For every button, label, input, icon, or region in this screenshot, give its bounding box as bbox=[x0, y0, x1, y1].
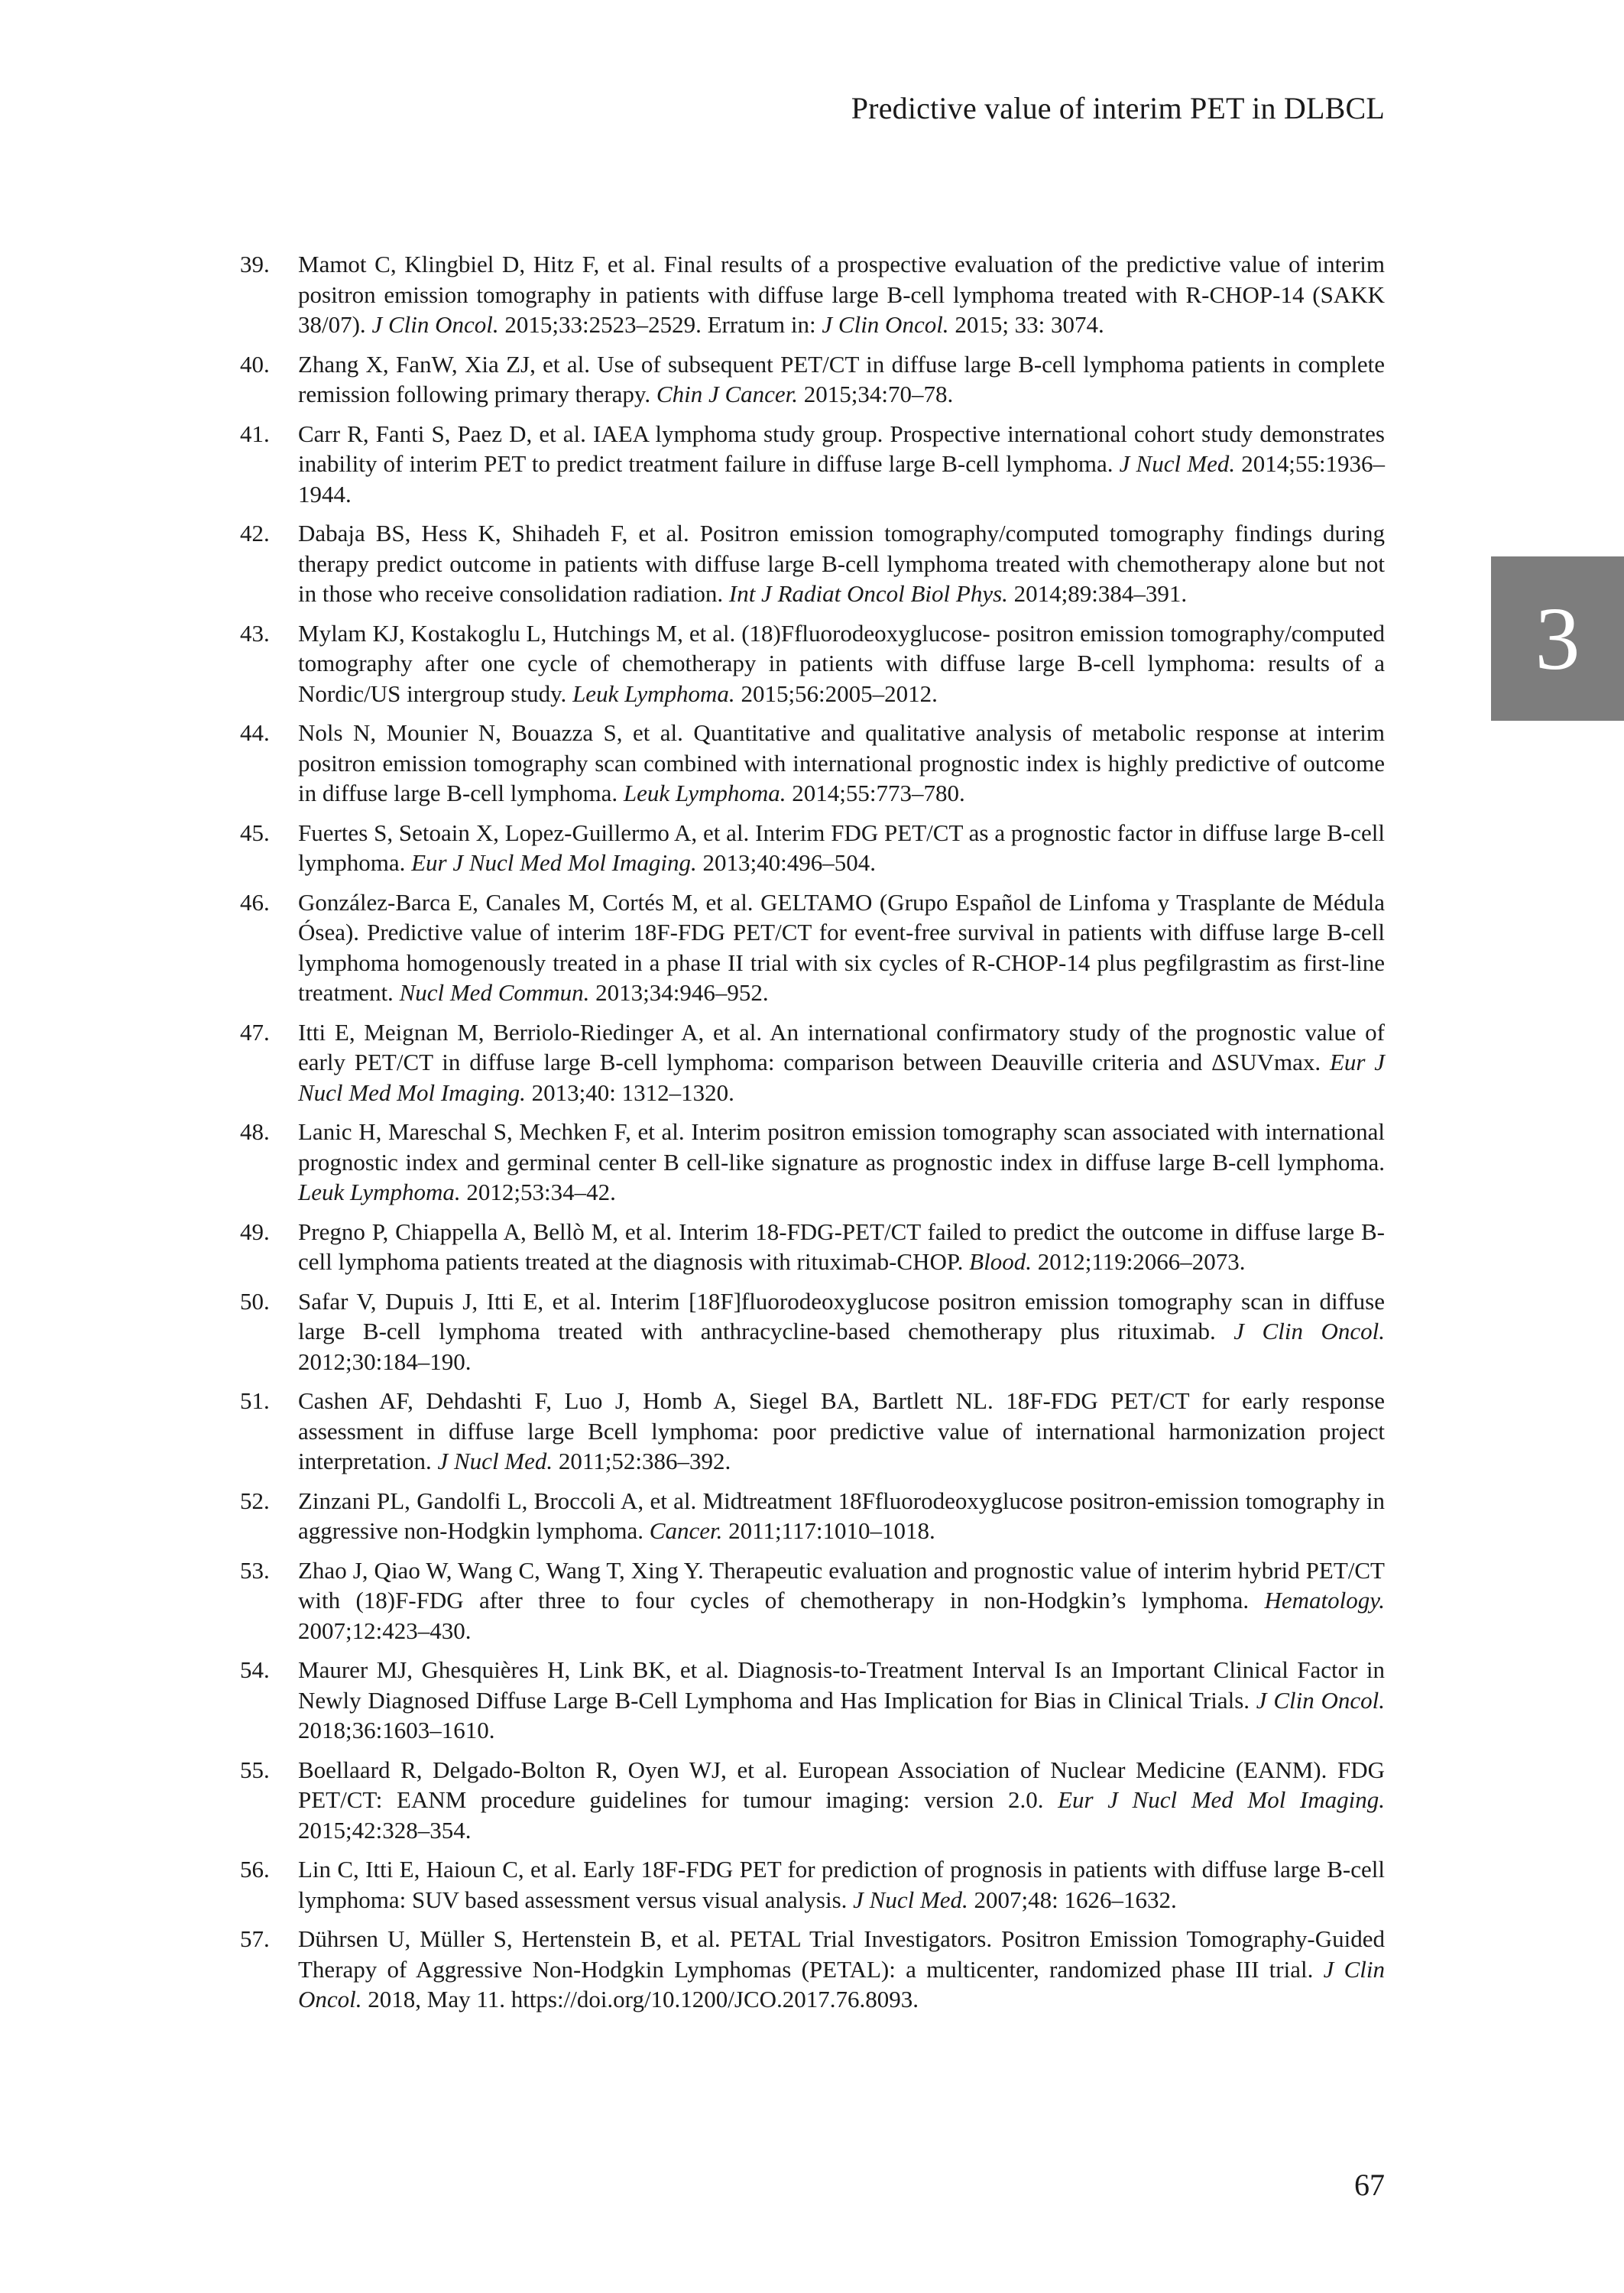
reference-item bbox=[240, 1386, 1385, 1477]
reference-segment: 2012;119:2066–2073. bbox=[1031, 1248, 1246, 1275]
reference-segment: Pregno P, Chiappella A, Bellò M, et al. Interim 18-FDG-PET/CT failed to predict the outcome in diffuse large B-cell lymphoma patients treated at the diagnosis with rituximab-CHOP. bbox=[298, 1218, 1385, 1275]
reference-segment: Mamot C, Klingbiel D, Hitz F, et al. Final results of a prospective evaluation of the predictive value of interim positron emission tomography in patients with diffuse large B-cell lymphoma treated with R-CHOP-14 (SAKK 38/07). bbox=[298, 251, 1385, 338]
journal-name: Leuk Lymphoma. bbox=[572, 679, 735, 707]
reference-segment: 2007;48: 1626–1632. bbox=[968, 1886, 1177, 1913]
reference-item bbox=[240, 887, 1385, 1008]
reference-text bbox=[298, 1925, 1385, 2012]
reference-item bbox=[240, 1755, 1385, 1846]
journal-name: J Clin Oncol. bbox=[822, 311, 949, 338]
reference-segment: Lin C, Itti E, Haioun C, et al. Early 18F-FDG PET for prediction of prognosis in patients with diffuse large B-cell lymphoma: SUV based assessment versus visual analysis. bbox=[298, 1856, 1385, 1913]
journal-name: Hematology. bbox=[1264, 1587, 1385, 1614]
reference-segment: Nols N, Mounier N, Bouazza S, et al. Quantitative and qualitative analysis of metabolic response at interim positron emission tomography scan combined with international prognostic index is highly predictive of outcome in diffuse large B-cell lymphoma. bbox=[298, 719, 1385, 806]
reference-segment: 2007;12:423–430. bbox=[298, 1617, 472, 1644]
reference-segment: 2013;40:496–504. bbox=[696, 849, 876, 876]
journal-name: Leuk Lymphoma. bbox=[298, 1179, 461, 1205]
reference-number: 53. bbox=[240, 1556, 270, 1584]
reference-text bbox=[298, 1019, 1385, 1106]
reference-segment: Zinzani PL, Gandolfi L, Broccoli A, et al. Midtreatment 18Ffluorodeoxyglucose positron-emission tomography in aggressive non-Hodgkin lymphoma. bbox=[298, 1487, 1385, 1544]
reference-text bbox=[298, 1756, 1385, 1844]
reference-number: 47. bbox=[240, 1018, 270, 1046]
reference-segment: 2014;55:773–780. bbox=[786, 780, 965, 806]
journal-name: J Clin Oncol. bbox=[371, 311, 499, 338]
chapter-number: 3 bbox=[1535, 588, 1580, 689]
reference-number: 46. bbox=[240, 888, 270, 916]
reference-number: 56. bbox=[240, 1856, 270, 1883]
reference-segment: 2014;89:384–391. bbox=[1007, 580, 1188, 607]
running-header: Predictive value of interim PET in DLBCL bbox=[851, 91, 1385, 125]
reference-segment: 2011;117:1010–1018. bbox=[722, 1517, 935, 1544]
journal-name: J Nucl Med. bbox=[853, 1886, 968, 1913]
reference-text bbox=[298, 889, 1385, 1007]
reference-number: 44. bbox=[240, 719, 270, 746]
reference-segment: Lanic H, Mareschal S, Mechken F, et al. Interim positron emission tomography scan associated with international prognostic index and germinal center B cell-like signature as prognostic index in diffuse large B-cell lymphoma. bbox=[298, 1118, 1385, 1176]
journal-name: J Nucl Med. bbox=[1119, 450, 1236, 477]
reference-segment: 2015; 33: 3074. bbox=[948, 311, 1104, 338]
reference-text bbox=[298, 1288, 1385, 1375]
reference-number: 41. bbox=[240, 420, 270, 447]
reference-number: 57. bbox=[240, 1925, 270, 1952]
journal-name: J Clin Oncol. bbox=[298, 1955, 1385, 2012]
reference-text bbox=[298, 1218, 1385, 1276]
reference-number: 42. bbox=[240, 520, 270, 546]
journal-name: Leuk Lymphoma. bbox=[623, 780, 786, 806]
reference-number: 43. bbox=[240, 619, 270, 647]
reference-segment: 2015;33:2523–2529. Erratum in: bbox=[498, 311, 822, 338]
reference-item bbox=[240, 718, 1385, 809]
reference-number: 49. bbox=[240, 1218, 270, 1245]
reference-segment: Safar V, Dupuis J, Itti E, et al. Interim [18F]fluorodeoxyglucose positron emission tomography scan in diffuse large B-cell lymphoma treated with anthracycline-based chemotherapy plus rituximab. bbox=[298, 1287, 1385, 1344]
reference-segment: 2014;55:1936–1944. bbox=[298, 450, 1385, 508]
reference-list bbox=[240, 249, 1385, 2024]
reference-text bbox=[298, 1656, 1385, 1743]
reference-number: 55. bbox=[240, 1756, 270, 1783]
reference-segment: 2015;56:2005–2012. bbox=[734, 679, 938, 707]
reference-item bbox=[240, 419, 1385, 510]
reference-segment: Cashen AF, Dehdashti F, Luo J, Homb A, Siegel BA, Bartlett NL. 18F-FDG PET/CT for early response assessment in diffuse large Bcell lymphoma: poor predictive value of international harmonization project interpretation. bbox=[298, 1387, 1385, 1474]
reference-segment: Zhao J, Qiao W, Wang C, Wang T, Xing Y. Therapeutic evaluation and prognostic value of interim hybrid PET/CT with (18)F-FDG after three to four cycles of chemotherapy in non-Hodgkin’s lymphoma. bbox=[298, 1556, 1385, 1614]
reference-text bbox=[298, 1856, 1385, 1913]
reference-segment: 2018;36:1603–1610. bbox=[298, 1717, 495, 1743]
reference-segment: 2018, May 11. https://doi.org/10.1200/JCO.2017.76.8093. bbox=[361, 1986, 919, 2012]
reference-text bbox=[298, 1387, 1385, 1474]
reference-text bbox=[298, 251, 1385, 338]
reference-item bbox=[240, 1854, 1385, 1915]
reference-segment: 2011;52:386–392. bbox=[553, 1448, 731, 1474]
reference-number: 54. bbox=[240, 1656, 270, 1683]
reference-segment: 2012;53:34–42. bbox=[460, 1179, 616, 1205]
reference-segment: Carr R, Fanti S, Paez D, et al. IAEA lymphoma study group. Prospective international cohort study demonstrates inability of interim PET to predict treatment failure in diffuse large B-cell lymphoma. bbox=[298, 420, 1385, 477]
chapter-tab bbox=[1491, 556, 1624, 721]
reference-item bbox=[240, 349, 1385, 410]
reference-item bbox=[240, 1117, 1385, 1208]
reference-item bbox=[240, 818, 1385, 878]
reference-item bbox=[240, 1217, 1385, 1277]
reference-item bbox=[240, 1655, 1385, 1746]
journal-name: Int J Radiat Oncol Biol Phys. bbox=[728, 580, 1008, 607]
reference-text bbox=[298, 351, 1385, 408]
reference-number: 45. bbox=[240, 819, 270, 846]
reference-segment: Dührsen U, Müller S, Hertenstein B, et al. PETAL Trial Investigators. Positron Emission Tomography-Guided Therapy of Aggressive Non-Hodgkin Lymphomas (PETAL): a multicenter, randomized phase III trial. bbox=[298, 1925, 1385, 1983]
journal-name: Eur J Nucl Med Mol Imaging. bbox=[411, 849, 697, 876]
reference-text bbox=[298, 520, 1385, 607]
journal-name: J Clin Oncol. bbox=[1233, 1318, 1385, 1344]
journal-name: J Nucl Med. bbox=[437, 1448, 553, 1474]
reference-text bbox=[298, 1118, 1385, 1205]
reference-number: 52. bbox=[240, 1487, 270, 1514]
reference-number: 50. bbox=[240, 1287, 270, 1315]
reference-segment: 2013;40: 1312–1320. bbox=[525, 1078, 734, 1106]
reference-text bbox=[298, 1557, 1385, 1644]
reference-item bbox=[240, 1924, 1385, 2015]
reference-item bbox=[240, 249, 1385, 340]
reference-segment: 2012;30:184–190. bbox=[298, 1348, 472, 1375]
reference-segment: Fuertes S, Setoain X, Lopez-Guillermo A, et al. Interim FDG PET/CT as a prognostic factor in diffuse large B-cell lymphoma. bbox=[298, 819, 1385, 876]
page-number: 67 bbox=[1354, 2168, 1385, 2202]
journal-name: Nucl Med Commun. bbox=[399, 979, 590, 1006]
reference-text bbox=[298, 819, 1385, 877]
reference-segment: Itti E, Meignan M, Berriolo-Riedinger A, et al. An international confirmatory study of the prognostic value of early PET/CT in diffuse large B-cell lymphoma: comparison between Deauville criteria and ΔSUVmax. bbox=[298, 1018, 1385, 1075]
journal-name: Cancer. bbox=[649, 1517, 723, 1544]
reference-segment: Mylam KJ, Kostakoglu L, Hutchings M, et al. (18)Ffluorodeoxyglucose- positron emission tomography/computed tomography after one cycle of chemotherapy in patients with diffuse large B-cell lymphoma: results of a Nordic/US intergroup study. bbox=[298, 619, 1385, 707]
reference-number: 51. bbox=[240, 1387, 270, 1414]
reference-item bbox=[240, 1486, 1385, 1546]
reference-segment: 2015;42:328–354. bbox=[298, 1816, 472, 1844]
reference-text bbox=[298, 719, 1385, 806]
reference-segment: Dabaja BS, Hess K, Shihadeh F, et al. Positron emission tomography/computed tomography findings during therapy predict outcome in patients with diffuse large B-cell lymphoma treated with chemotherapy alone but not in those who receive consolidation radiation. bbox=[298, 520, 1385, 607]
journal-name: Chin J Cancer. bbox=[656, 381, 799, 407]
reference-number: 48. bbox=[240, 1118, 270, 1145]
reference-segment: 2015;34:70–78. bbox=[798, 381, 954, 407]
reference-item bbox=[240, 1017, 1385, 1108]
reference-number: 40. bbox=[240, 350, 270, 378]
reference-text bbox=[298, 420, 1385, 508]
reference-segment: Zhang X, FanW, Xia ZJ, et al. Use of subsequent PET/CT in diffuse large B-cell lymphoma patients in complete remission following primary therapy. bbox=[298, 350, 1385, 407]
reference-segment: 2013;34:946–952. bbox=[589, 979, 769, 1006]
reference-segment: González-Barca E, Canales M, Cortés M, et al. GELTAMO (Grupo Español de Linfoma y Trasplante de Médula Ósea). Predictive value of interim 18F-FDG PET/CT for event-free survival in patients with diffuse large B-cell lymphoma homogenously treated in a phase II trial with six cycles of R-CHOP-14 plus pegfilgrastim as first-line treatment. bbox=[298, 888, 1385, 1006]
reference-text bbox=[298, 1487, 1385, 1545]
reference-text bbox=[298, 620, 1385, 707]
reference-item bbox=[240, 1286, 1385, 1377]
journal-name: J Clin Oncol. bbox=[1256, 1686, 1386, 1714]
reference-item bbox=[240, 1555, 1385, 1646]
journal-name: Eur J Nucl Med Mol Imaging. bbox=[298, 1049, 1385, 1106]
journal-name: Eur J Nucl Med Mol Imaging. bbox=[1058, 1786, 1385, 1813]
reference-item bbox=[240, 618, 1385, 709]
reference-number: 39. bbox=[240, 251, 270, 277]
reference-segment: Boellaard R, Delgado-Bolton R, Oyen WJ, et al. European Association of Nuclear Medicine (EANM). FDG PET/CT: EANM procedure guidelines for tumour imaging: version 2.0. bbox=[298, 1756, 1385, 1813]
reference-segment: Maurer MJ, Ghesquières H, Link BK, et al. Diagnosis-to-Treatment Interval Is an Important Clinical Factor in Newly Diagnosed Diffuse Large B-Cell Lymphoma and Has Implication for Bias in Clinical Trials. bbox=[298, 1656, 1385, 1714]
reference-item bbox=[240, 518, 1385, 609]
journal-name: Blood. bbox=[969, 1248, 1032, 1275]
